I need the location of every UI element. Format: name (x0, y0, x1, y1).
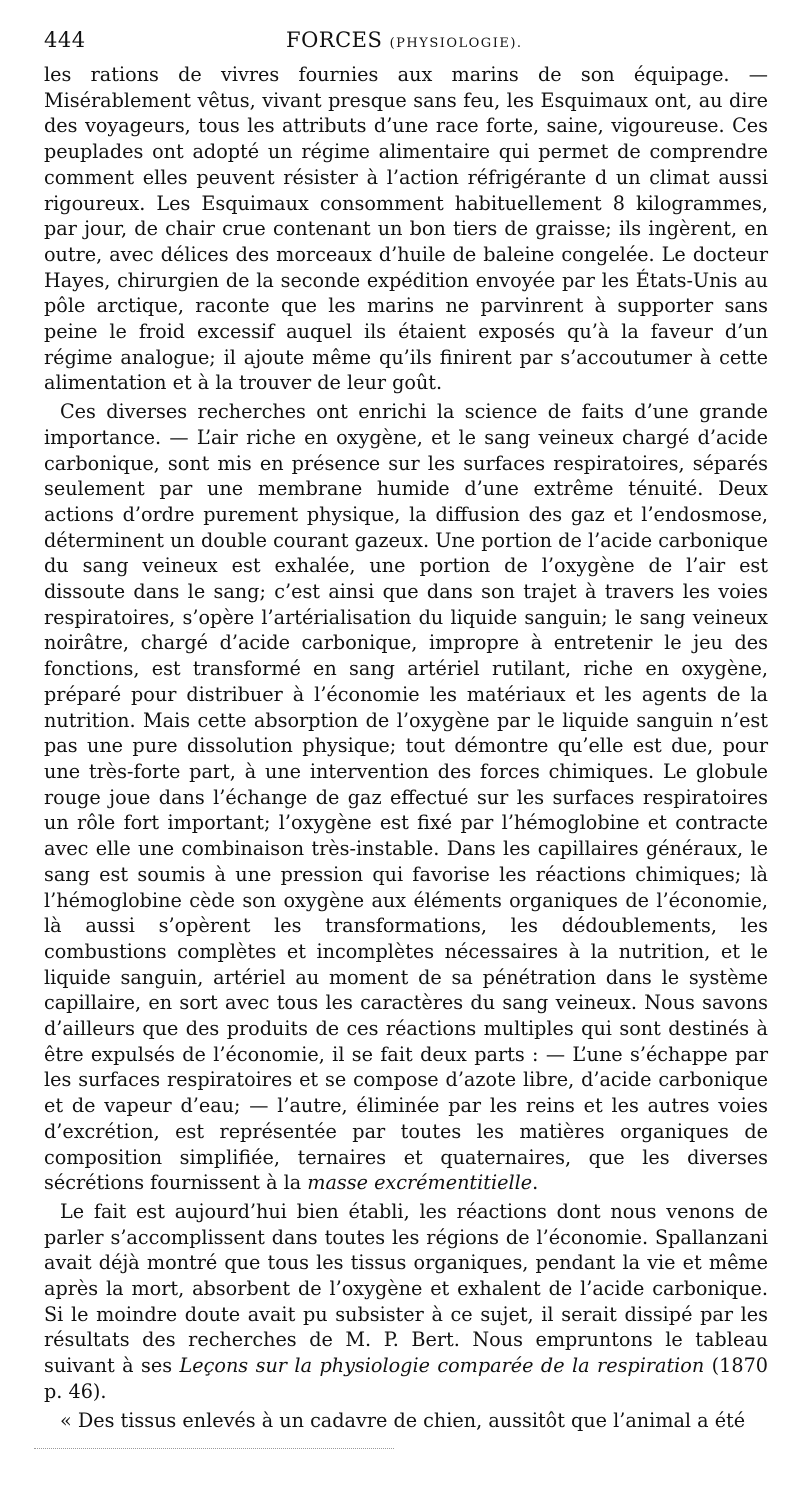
paragraph-text: (1870 p. 46). (44, 1354, 768, 1403)
paragraph-tissus (44, 1199, 768, 1405)
paragraph-quote (44, 1408, 768, 1434)
italic-term: masse excrémentitielle (307, 1171, 533, 1195)
paragraph-text: « Des tissus enlevés à un cadavre de chien, aussitôt que l’animal a été (60, 1408, 746, 1432)
running-head (44, 28, 768, 62)
paragraph-text: Ces diverses recherches ont enrichi la science de faits d’une grande importance. — L’air riche en oxygène, et le sang veineux chargé d’acide carbonique, sont mis en présence sur les surfaces respiratoires, séparés seulement par une membrane humide d’une extrême ténuité. Deux actions d’ordre purement physique, la diffusion des gaz et l’endosmose, déterminent un double courant gazeux. Une portion de l’acide carbonique du sang veineux est exhalée, une portion de l’oxygène de l’air est dissoute dans le sang; c’est ainsi que dans son trajet à travers les voies respiratoires, s’opère l’artérialisation du liquide sanguin; le sang veineux noirâtre, chargé d’acide carbonique, impropre à entretenir le jeu des fonctions, est transformé en sang artériel rutilant, riche en oxygène, préparé pour distribuer à l’économie les matériaux et les agents de la nutrition. Mais cette absorption de l’oxygène par le liquide sanguin n’est pas une pure dissolution physique; tout démontre qu’elle est due, pour une très-forte part, à une intervention des forces chimiques. Le globule rouge joue dans l’échange de gaz effectué sur les surfaces respiratoires un rôle fort important; l’oxygène est fixé par l’hémoglobine et contracte avec elle une combinaison très-instable. Dans les capillaires généraux, le sang est soumis à une pression qui favorise les réactions chimiques; là l’hémoglobine cède son oxygène aux éléments organiques de l’économie, là aussi s’opèrent les transformations, les dédoublements, les combustions complètes et incomplètes nécessaires à la nutrition, et le liquide sanguin, artériel au moment de sa pénétration dans le système capillaire, en sort avec tous les caractères du sang veineux. Nous savons d’ailleurs que des produits de ces réactions multiples qui sont destinés à être expulsés de l’économie, il se fait deux parts : — L’une s’échappe par les surfaces respiratoires et se compose d’azote libre, d’acide carbonique et de vapeur d’eau; — l’autre, éliminée par les reins et les autres voies d’excrétion, est représentée par toutes les matières organiques de composition simplifiée, ternaires et quaternaires, que les diverses sécrétions fournissent à la (44, 400, 768, 1195)
paragraph-text: . (532, 1171, 539, 1195)
running-title-main: FORCES (286, 28, 383, 52)
italic-book-title: Leçons sur la physiologie comparée de la respiration (179, 1354, 705, 1378)
paragraph-esquimaux (44, 62, 768, 396)
footer-dotted-rule (34, 1448, 394, 1449)
page-number: 444 (44, 28, 86, 52)
running-title (286, 28, 523, 52)
paragraph-text: Le fait est aujourd’hui bien établi, les réactions dont nous venons de parler s’accomplissent dans toutes les régions de l’économie. Spallanzani avait déjà montré que tous les tissus organiques, pendant la vie et même après la mort, absorbent de l’oxygène et exhalent de l’acide carbonique. Si le moindre doute avait pu subsister à ce sujet, il serait dissipé par les résultats des recherches de M. P. Bert. Nous empruntons le tableau suivant à ses (44, 1199, 768, 1378)
book-page (44, 28, 768, 1433)
running-title-subtitle: (PHYSIOLOGIE). (389, 36, 523, 51)
paragraph-text: les rations de vivres fournies aux marins de son équipage. — Misérablement vêtus, vivant presque sans feu, les Esquimaux ont, au dire des voyageurs, tous les attributs d’une race forte, saine, vigoureuse. Ces peuplades ont adopté un régime alimentaire qui permet de comprendre comment elles peuvent résister à l’action réfrigérante d un climat aussi rigoureux. Les Esquimaux consomment habituellement 8 kilogrammes, par jour, de chair crue contenant un bon tiers de graisse; ils ingèrent, en outre, avec délices des morceaux d’huile de baleine congelée. Le docteur Hayes, chirurgien de la seconde expédition envoyée par les États-Unis au pôle arctique, raconte que les marins ne parvinrent à supporter sans peine le froid excessif auquel ils étaient exposés qu’à la faveur d’un régime analogue; il ajoute même qu’ils finirent par s’accoutumer à cette alimentation et à la trouver de leur goût. (44, 63, 768, 395)
paragraph-respiration (44, 399, 768, 1196)
